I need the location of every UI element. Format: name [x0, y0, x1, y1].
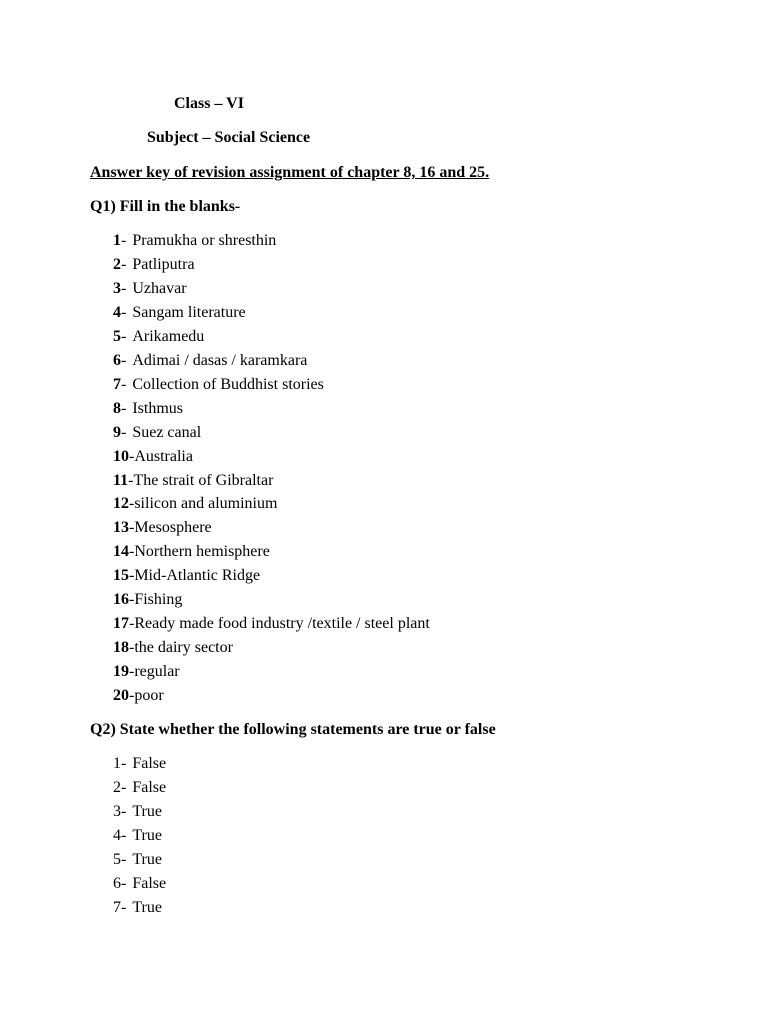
item-number: 16 [113, 591, 129, 609]
list-item [113, 303, 246, 323]
list-item [113, 638, 233, 658]
item-number: 6 [113, 351, 121, 369]
item-number: 19 [113, 663, 129, 681]
document-title: Answer key of revision assignment of chapter 8, 16 and 25. [90, 164, 490, 181]
item-separator: - [121, 851, 127, 868]
item-answer: True [132, 803, 162, 820]
item-answer: False [132, 779, 167, 796]
list-item [113, 518, 212, 538]
item-separator: - [121, 303, 127, 321]
item-separator: - [128, 471, 134, 489]
item-answer: regular [134, 663, 180, 681]
list-item [113, 447, 193, 467]
item-number: 3 [113, 803, 121, 820]
item-answer: True [132, 827, 162, 844]
list-item [113, 327, 204, 347]
item-separator: - [121, 351, 127, 369]
item-number: 17 [113, 615, 129, 633]
list-item [113, 566, 260, 586]
item-number: 2 [113, 255, 121, 273]
item-separator: - [121, 875, 127, 892]
item-answer: Australia [134, 447, 193, 465]
list-item [113, 279, 187, 299]
item-number: 2 [113, 779, 121, 796]
list-item [113, 778, 166, 798]
item-number: 11 [113, 471, 129, 489]
item-number: 8 [113, 399, 121, 417]
item-number: 20 [113, 687, 129, 705]
item-number: 15 [113, 567, 129, 585]
item-number: 5 [113, 327, 121, 345]
list-item [113, 590, 182, 610]
item-number: 3 [113, 279, 121, 297]
item-answer: Arikamedu [132, 327, 205, 345]
item-answer: Mesosphere [134, 519, 212, 537]
item-separator: - [129, 543, 135, 561]
item-separator: - [121, 755, 127, 772]
item-separator: - [129, 447, 135, 465]
item-answer: Fishing [134, 591, 183, 609]
list-item [113, 375, 324, 395]
item-answer: True [132, 899, 162, 916]
item-answer: silicon and aluminium [134, 495, 278, 513]
item-separator: - [121, 803, 127, 820]
list-item [113, 662, 180, 682]
list-item [113, 686, 164, 706]
item-answer: Suez canal [132, 423, 202, 441]
item-answer: Collection of Buddhist stories [132, 375, 324, 393]
item-number: 1 [113, 755, 121, 772]
item-separator: - [129, 567, 135, 585]
item-answer: Adimai / dasas / karamkara [132, 351, 308, 369]
item-separator: - [121, 779, 127, 796]
class-label: Class – VI [174, 95, 244, 112]
item-answer: Isthmus [132, 399, 183, 417]
item-separator: - [121, 232, 127, 249]
list-item [113, 351, 307, 371]
q1-heading: Q1) Fill in the blanks- [90, 198, 241, 215]
list-item [113, 802, 162, 822]
item-answer: False [132, 875, 167, 892]
item-number: 18 [113, 639, 129, 657]
item-answer: the dairy sector [134, 639, 233, 657]
item-separator: - [129, 615, 135, 633]
item-number: 14 [113, 543, 129, 561]
list-item [113, 471, 273, 491]
item-separator: - [121, 375, 127, 393]
item-separator: - [129, 687, 135, 705]
item-separator: - [121, 899, 127, 916]
item-number: 9 [113, 423, 121, 441]
list-item [113, 542, 270, 562]
q2-heading: Q2) State whether the following statements are true or false [90, 721, 496, 738]
list-item [113, 754, 166, 774]
list-item [113, 614, 430, 634]
list-item [113, 850, 162, 870]
item-answer: poor [134, 687, 164, 705]
list-item [113, 399, 183, 419]
item-separator: - [129, 591, 135, 609]
item-number: 13 [113, 519, 129, 537]
list-item [113, 898, 162, 918]
item-number: 4 [113, 827, 121, 844]
item-answer: Northern hemisphere [134, 543, 270, 561]
item-separator: - [121, 827, 127, 844]
list-item [113, 423, 201, 443]
item-separator: - [121, 255, 127, 273]
item-answer: Patliputra [132, 255, 195, 273]
item-separator: - [121, 423, 127, 441]
item-separator: - [129, 519, 135, 537]
item-number: 1 [113, 232, 121, 249]
item-separator: - [129, 639, 135, 657]
list-item [113, 255, 195, 275]
list-item [113, 231, 276, 251]
item-separator: - [121, 279, 127, 297]
item-answer: Mid-Atlantic Ridge [134, 567, 261, 585]
item-answer: Sangam literature [132, 303, 246, 321]
item-number: 10 [113, 447, 129, 465]
subject-label: Subject – Social Science [147, 129, 311, 146]
item-answer: Uzhavar [132, 279, 187, 297]
item-answer: False [132, 755, 167, 772]
list-item [113, 494, 277, 514]
list-item [113, 826, 162, 846]
item-separator: - [129, 495, 135, 513]
item-number: 5 [113, 851, 121, 868]
item-separator: - [129, 663, 135, 681]
item-answer: Ready made food industry /textile / steel plant [134, 615, 430, 633]
item-number: 4 [113, 303, 121, 321]
list-item [113, 874, 166, 894]
item-answer: The strait of Gibraltar [133, 471, 274, 489]
item-number: 7 [113, 899, 121, 916]
item-number: 12 [113, 495, 129, 513]
item-answer: Pramukha or shresthin [132, 232, 277, 249]
item-answer: True [132, 851, 162, 868]
item-number: 6 [113, 875, 121, 892]
item-separator: - [121, 399, 127, 417]
item-number: 7 [113, 375, 121, 393]
item-separator: - [121, 327, 127, 345]
